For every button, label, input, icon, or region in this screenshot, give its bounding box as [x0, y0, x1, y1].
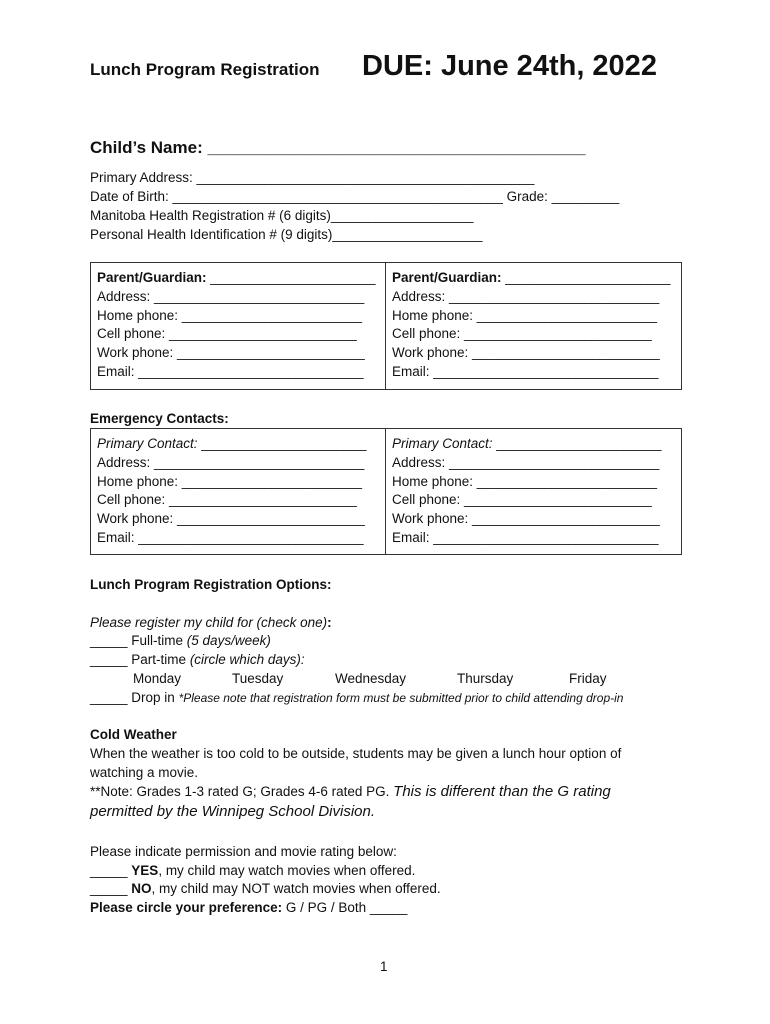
guardian-2-cell-phone-field[interactable]: Cell phone: _________________________	[392, 326, 652, 342]
day-wednesday[interactable]: Wednesday	[335, 671, 407, 686]
day-monday[interactable]: Monday	[133, 671, 182, 686]
guardian-1-name-field[interactable]: Parent/Guardian: ______________________	[97, 270, 376, 285]
yes-option[interactable]: _____ YES, my child may watch movies when offered.	[90, 863, 416, 878]
emergency-divider	[385, 429, 386, 554]
emergency-2-email-field[interactable]: Email: ______________________________	[392, 529, 659, 545]
guardian-1-home-phone-field[interactable]: Home phone: ________________________	[97, 307, 362, 323]
emergency-1-email-field[interactable]: Email: ______________________________	[97, 529, 364, 545]
preference-field[interactable]: Please circle your preference: G / PG / Both _____	[90, 900, 408, 915]
guardian-1-work-phone-field[interactable]: Work phone: _________________________	[97, 345, 365, 361]
day-options	[0, 670, 770, 688]
guardian-2-home-phone-field[interactable]: Home phone: ________________________	[392, 307, 657, 323]
guardian-2-work-phone-field[interactable]: Work phone: _________________________	[392, 345, 660, 361]
guardian-divider	[385, 263, 386, 389]
guardian-2-name-field[interactable]: Parent/Guardian: ______________________	[392, 270, 671, 285]
emergency-1-cell-phone-field[interactable]: Cell phone: _________________________	[97, 492, 357, 508]
part-time-option[interactable]: _____ Part-time (circle which days):	[90, 652, 305, 667]
day-tuesday[interactable]: Tuesday	[232, 671, 284, 686]
cold-weather-text-2: watching a movie.	[90, 765, 199, 780]
emergency-2-work-phone-field[interactable]: Work phone: _________________________	[392, 511, 660, 527]
guardian-1-address-field[interactable]: Address: ____________________________	[97, 288, 365, 304]
day-thursday[interactable]: Thursday	[457, 671, 514, 686]
child-name-field[interactable]: Child’s Name: ________________________________________	[90, 138, 586, 157]
emergency-heading: Emergency Contacts:	[90, 411, 229, 426]
drop-in-option[interactable]: _____ Drop in *Please note that registration form must be submitted prior to child attending drop-in	[90, 690, 624, 705]
emergency-box	[90, 428, 682, 555]
emergency-2-home-phone-field[interactable]: Home phone: ________________________	[392, 473, 657, 489]
page-number: 1	[380, 959, 388, 974]
options-instruction: Please register my child for (check one):	[90, 615, 332, 630]
emergency-1-name-field[interactable]: Primary Contact: ______________________	[97, 436, 367, 451]
full-time-option[interactable]: _____ Full-time (5 days/week)	[90, 633, 271, 648]
guardian-1-email-field[interactable]: Email: ______________________________	[97, 363, 364, 379]
emergency-1-address-field[interactable]: Address: ____________________________	[97, 454, 365, 470]
emergency-2-cell-phone-field[interactable]: Cell phone: _________________________	[392, 492, 652, 508]
guardian-1	[97, 269, 375, 382]
due-date: DUE: June 24th, 2022	[362, 50, 657, 82]
phin-field[interactable]: Personal Health Identification # (9 digits)____________________	[90, 227, 483, 242]
guardian-2-email-field[interactable]: Email: ______________________________	[392, 363, 659, 379]
guardian-2-address-field[interactable]: Address: ____________________________	[392, 288, 660, 304]
guardian-2	[392, 269, 670, 382]
cold-weather-heading: Cold Weather	[90, 727, 177, 742]
options-heading: Lunch Program Registration Options:	[90, 577, 332, 592]
form-title: Lunch Program Registration	[90, 60, 320, 79]
emergency-contact-1	[97, 435, 366, 548]
cold-weather-text-1: When the weather is too cold to be outside, students may be given a lunch hour option of	[90, 746, 622, 761]
primary-address-field[interactable]: Primary Address: _____________________________________________	[90, 170, 535, 185]
emergency-1-home-phone-field[interactable]: Home phone: ________________________	[97, 473, 362, 489]
rating-note: **Note: Grades 1-3 rated G; Grades 4-6 rated PG. This is different than the G rating	[90, 783, 611, 800]
emergency-1-work-phone-field[interactable]: Work phone: _________________________	[97, 511, 365, 527]
permission-text: Please indicate permission and movie rating below:	[90, 844, 397, 859]
rating-note-cont: permitted by the Winnipeg School Division.	[90, 803, 376, 820]
emergency-contact-2	[392, 435, 661, 548]
no-option[interactable]: _____ NO, my child may NOT watch movies when offered.	[90, 881, 441, 896]
emergency-2-name-field[interactable]: Primary Contact: ______________________	[392, 436, 662, 451]
emergency-2-address-field[interactable]: Address: ____________________________	[392, 454, 660, 470]
guardian-1-cell-phone-field[interactable]: Cell phone: _________________________	[97, 326, 357, 342]
date-of-birth-field[interactable]: Date of Birth: ____________________________________________ Grade: _________	[90, 189, 620, 204]
manitoba-health-field[interactable]: Manitoba Health Registration # (6 digits)___________________	[90, 208, 474, 223]
day-friday[interactable]: Friday	[569, 671, 607, 686]
guardian-box	[90, 262, 682, 390]
